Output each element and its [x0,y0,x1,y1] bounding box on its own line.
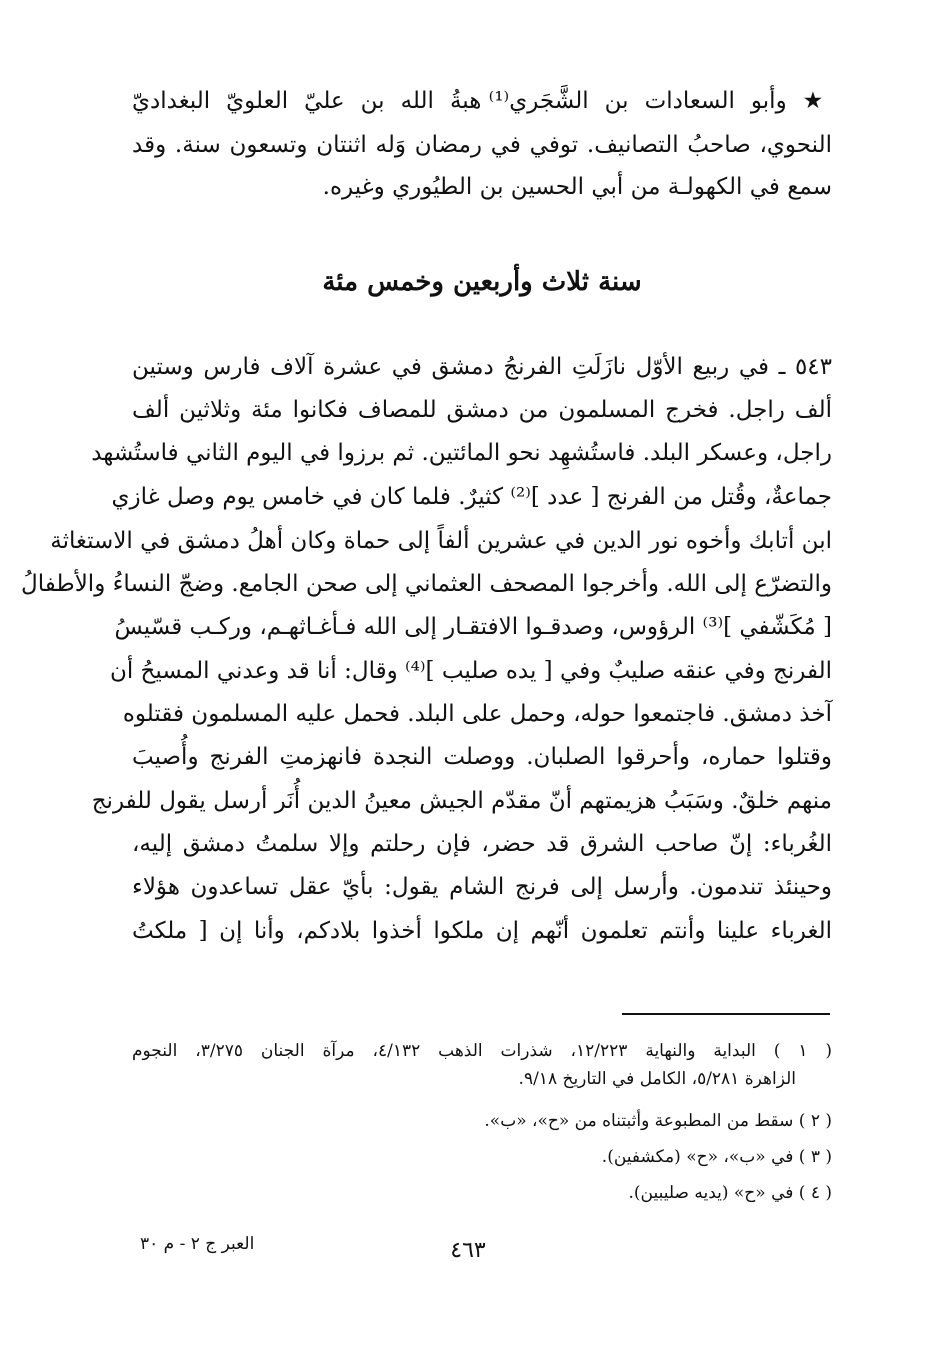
footnote-3: ( ٣ ) في «ب»، «ح» (مكشفين). [601,1147,832,1167]
footnote-1-line: الزاهرة ٥/٢٨١، الكامل في التاريخ ٩/١٨. [518,1069,796,1089]
year-heading: سنة ثلاث وأربعين وخمس مئة [322,267,642,297]
intro-entry [132,84,832,204]
main-line: الغُرباء: إنّ صاحب الشرق قد حضر، فإن رحلتم وإلا سلمتُ دمشق إليه، [132,831,832,857]
main-line: منهم خلقٌ. وسَبَبُ هزيمتهم أنّ مقدّم الجيش معينُ الدين أُنَر أرسل يقول للفرنج [91,788,832,814]
footnote-separator [622,1013,830,1015]
main-line: وقتلوا حماره، وأحرقوا الصلبان. ووصلت النجدة فانهزمتِ الفرنج وأُصيبَ [132,744,832,770]
main-line: وحينئذ تندمون. وأرسل إلى فرنج الشام يقول: بأيّ عقل تساعدون هؤلاء [132,874,832,900]
main-line: راجل، وعسكر البلد. فاستُشهِد نحو المائتين. ثم برزوا في اليوم الثاني فاستُشهد [91,440,832,466]
page-number: ٤٦٣ [450,1238,486,1263]
main-line: ألف راجل. فخرج المسلمون من دمشق للمصاف فكانوا مئة وثلاثين ألف [132,397,832,423]
footnote-4: ( ٤ ) في «ح» (يديه صليبين). [628,1183,832,1203]
intro-line: النحوي، صاحبُ التصانيف. توفي في رمضان وَله اثنتان وتسعون سنة. وقد [132,132,832,158]
main-line: ٥٤٣ ـ في ربيع الأوّل نازَلَتِ الفرنجُ دمشق في عشرة آلاف فارس وستين [132,354,832,380]
footnote-1-line: ( ١ ) البداية والنهاية ١٢/٢٢٣، شذرات الذهب ٤/١٣٢، مرآة الجنان ٣/٢٧٥، النجوم [132,1041,832,1061]
main-line: [ مُكَشّفي ]⁽³⁾ الرؤوس، وصدقـوا الافتقـار إلى الله فـأغـاثهـم، وركـب قسّيسُ [114,614,832,640]
main-line: الغرباء علينا وأنتم تعلمون أنّهم إن ملكوا أخذوا بلادكم، وأنا إن [ ملكتُ [132,918,832,944]
main-line: الفرنج وفي عنقه صليبٌ وفي [ يده صليب ]⁽⁴⁾ وقال: أنا قد وعدني المسيحُ أن [109,658,832,684]
intro-line: ★ وأبو السعادات بن الشَّجَري⁽¹⁾ هبةُ الله بن عليّ العلويّ البغداديّ [132,88,833,114]
main-line: آخذ دمشق. فاجتمعوا حوله، وحمل على البلد. فحمل عليه المسلمون فقتلوه [122,701,832,727]
intro-line: سمع في الكهولـة من أبي الحسين بن الطيُوري وغيره. [322,174,832,200]
main-line: والتضرّع إلى الله. وأخرجوا المصحف العثماني إلى صحن الجامع. وضجّ النساءُ والأطفالُ [21,571,832,597]
main-paragraph [21,350,832,970]
footnotes [132,1038,832,1208]
signature-mark: العبر ج ٢ - م ٣٠ [140,1234,255,1254]
main-line: ابن أتابك وأخوه نور الدين في عشرين ألفاً إلى حماة وكان أهلُ دمشق في الاستغاثة [50,528,832,554]
footnote-2: ( ٢ ) سقط من المطبوعة وأثبتناه من «ح»، «ب». [484,1111,832,1131]
main-line: جماعةٌ، وقُتل من الفرنج [ عدد ]⁽²⁾ كثيرٌ. فلما كان في خامس يوم وصل غازي [111,484,832,510]
